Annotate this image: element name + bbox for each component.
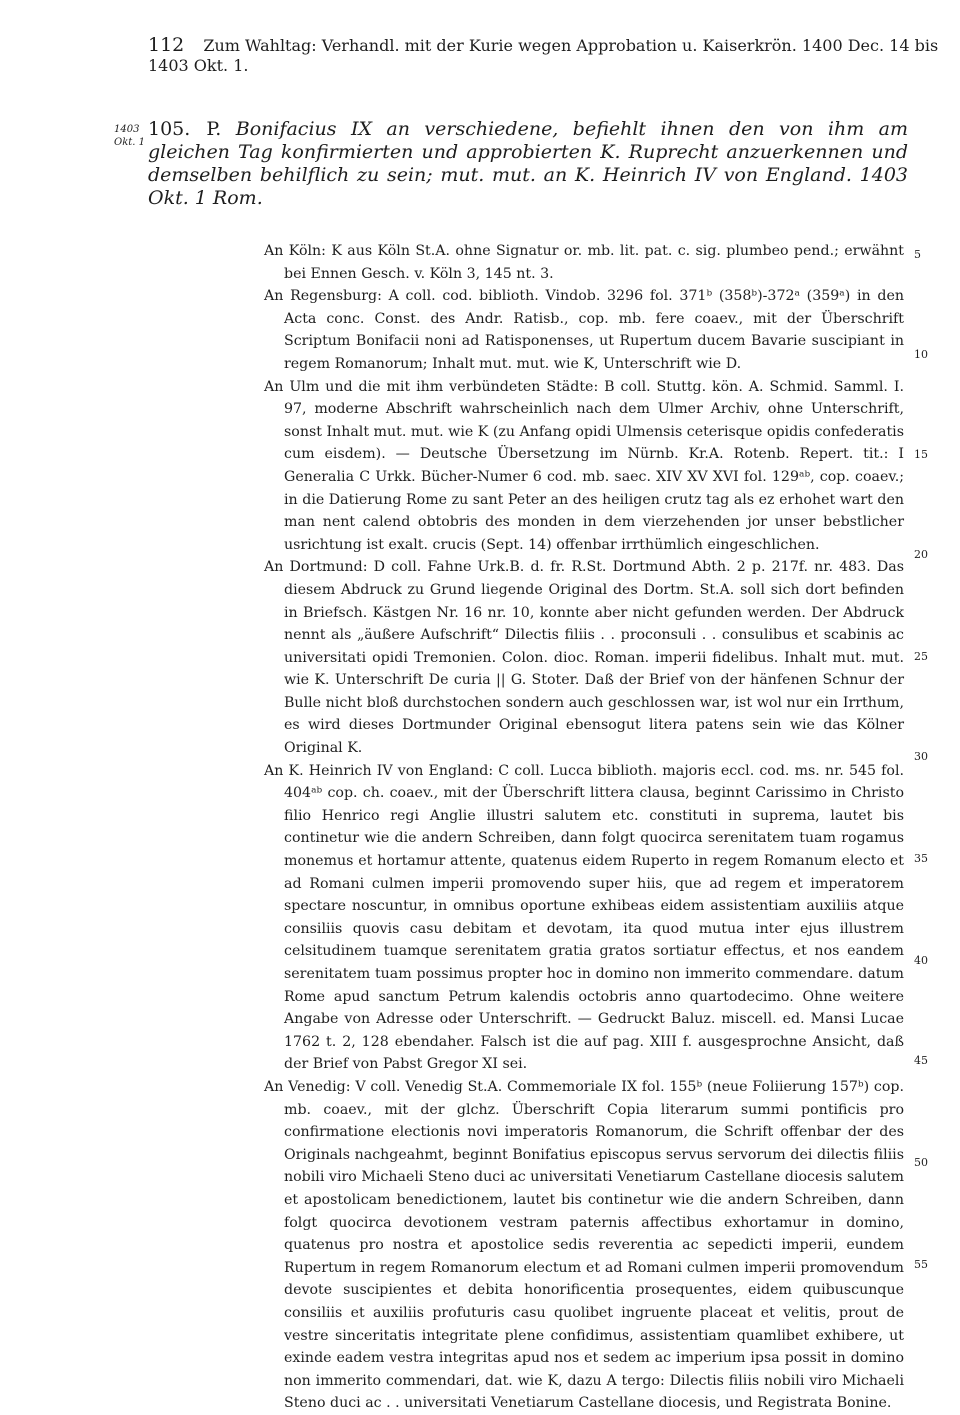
margin-date-year: 1403: [114, 124, 140, 135]
paragraph-ulm: An Ulm und die mit ihm verbündeten Städte: B coll. Stuttg. kön. A. Schmid. Samml. I. 97, moderne Abschrift wahrscheinlich nach dem Ulmer Archiv, ohne Unterschrift, sonst Inhalt mut. mut. wie K (zu Anfang opidi Ulmensis ceterisque opidis confederatis cum eisdem). — Deutsche Übersetzung im Nürnb. Kr.A. Rotenb. Repert. tit.: I Generalia C Urkk. Bücher-Numer 6 cod. mb. saec. XIV XV XVI fol. 129ᵃᵇ, cop. coaev.; in die Datierung Rome zu sant Peter an des heiligen crutz tag als ez erhohet wart den man nent calend obtobris des monden in dem vierzehenden jor unser bebstlicher usrichtung ist exalt. crucis (Sept. 14) offenbar irrthümlich eingeschlichen.: [264, 378, 904, 553]
line-number: 45: [914, 1054, 928, 1067]
margin-date-day: Okt. 1: [114, 137, 145, 148]
line-number: 25: [914, 650, 928, 663]
line-number: 10: [914, 348, 928, 361]
running-title: Zum Wahltag: Verhandl. mit der Kurie wegen Approbation u. Kaiserkrön. 1400 Dec. 14 bis 1403 Okt. 1.: [148, 36, 939, 75]
line-number: 5: [914, 248, 921, 261]
line-number: 40: [914, 954, 928, 967]
paragraph-dortmund: An Dortmund: D coll. Fahne Urk.B. d. fr. R.St. Dortmund Abth. 2 p. 217f. nr. 483. Das diesem Abdruck zu Grund liegende Original des Dortm. St.A. soll sich dort befinden in Briefsch. Kästgen Nr. 16 nr. 10, konnte aber nicht gefunden werden. Der Abdruck nennt als „äußere Aufschrift“ Dilectis filiis . . proconsuli . . consulibus et scabinis ac universitati opidi Tremonien. Colon. dioc. Roman. imperii fidelibus. Inhalt mut. mut. wie K. Unterschrift De curia || G. Stoter. Daß der Brief von der hänfenen Schnur der Bulle nicht bloß durchstochen sondern auch geschlossen war, ist wol nur ein Irrthum, es wird dieses Dortmunder Original ebensogut litera patens sein wie das Kölner Original K.: [264, 559, 904, 757]
running-header: [148, 34, 960, 75]
title-p: P.: [206, 118, 222, 140]
line-number: 20: [914, 548, 928, 561]
line-number: 50: [914, 1156, 928, 1169]
paragraph-venedig: An Venedig: V coll. Venedig St.A. Commemoriale IX fol. 155ᵇ (neue Foliierung 157ᵇ) cop. mb. coaev., mit der glchz. Überschrift Copia literarum summi pontificis pro confirmatione electionis novi imperatoris Romanorum, die Schrift offenbar der des Originals nachgeahmt, beginnt Bonifatius episcopus servus servorum dei dilectis filiis nobili viro Michaeli Steno duci ac universitati Venetiarum Castellane diocesis salutem et apostolicam benedictionem, lautet bis continetur wie die andern Schreiben, dann folgt quocirca devotionem vestram paternis affectibus exhortamur in domino, quatenus pro nostra et apostolice sedis reverentia ac sepedicti imperii, eundem Rupertum in regem Romanorum electum et ad Romani culmen imperii promovendum devote suscipientes et debita honorificentia prosequentes, eidem quibuscunque consiliis et auxiliis profuturis casu quolibet ingruente placeat et velitis, prout de vestre sinceritatis integritate plene confidimus, assistentiam quamlibet exhibere, ut exinde eadem vestra integritas apud nos et sedem ac imperium ipsa possit in domino non immerito commendari, dat. wie K, dazu A tergo: Dilectis filiis nobili viro Michaeli Steno duci ac . . universitati Venetiarum Castellane diocesis, und Registrata Bonine.: [264, 1078, 904, 1412]
line-number: 15: [914, 448, 928, 461]
line-number: 55: [914, 1258, 928, 1271]
line-number: 30: [914, 750, 928, 763]
paragraph-koeln: An Köln: K aus Köln St.A. ohne Signatur or. mb. lit. pat. c. sig. plumbeo pend.; erwähnt bei Ennen Gesch. v. Köln 3, 145 nt. 3.: [264, 243, 904, 282]
page-number: 112: [148, 34, 185, 56]
document-body: [264, 240, 904, 1415]
document-title: [148, 118, 908, 210]
document-number: 105.: [148, 118, 191, 140]
line-number: 35: [914, 852, 928, 865]
paragraph-england: An K. Heinrich IV von England: C coll. Lucca biblioth. majoris eccl. cod. ms. nr. 545 fol. 404ᵃᵇ cop. ch. coaev., mit der Überschrift littera clausa, beginnt Carissimo in Christo filio Henrico regi Anglie illustri salutem etc. constituti in suprema, lautet bis continetur wie die andern Schreiben, dann folgt quocirca serenitatem tuam rogamus monemus et hortamur attente, quatenus eidem Ruperto in regem Romanum electo et ad Romani culmen imperii promovendo super hiis, que ad regem et imperatorem spectare noscuntur, in omnibus oportune exhibeas eidem assistentiam auxiliis atque consiliis quovis casu debitam et devotam, ita quod mutua inter ejus illustrem celsitudinem tuamque serenitatem gratia gratos sortiatur effectus, et nos eandem serenitatem tuam possimus propter hoc in domino non immerito commendare. datum Rome apud sanctum Petrum kalendis octobris anno quartodecimo. Ohne weitere Angabe von Adresse oder Unterschrift. — Gedruckt Baluz. miscell. ed. Mansi Lucae 1762 t. 2, 128 ebendaher. Falsch ist die auf pag. XIII f. ausgesprochne Ansicht, daß der Brief von Pabst Gregor XI sei.: [264, 762, 904, 1073]
paragraph-regensburg: An Regensburg: A coll. cod. biblioth. Vindob. 3296 fol. 371ᵇ (358ᵇ)-372ᵃ (359ᵃ) in den Acta conc. Const. des Andr. Ratisb., cop. mb. fere coaev., mit der Überschrift Scriptum Bonifacii noni ad Ratisponenses, ut Rupertum ducem Bavarie suscipiant in regem Romanorum; Inhalt mut. mut. wie K, Unterschrift wie D.: [264, 288, 904, 372]
title-text: Bonifacius IX an verschiedene, befiehlt ihnen den von ihm am gleichen Tag konfirmierten und approbierten K. Ruprecht anzuerkennen und demselben behilflich zu sein; mut. mut. an K. Heinrich IV von England. 1403 Okt. 1 Rom.: [148, 118, 908, 209]
